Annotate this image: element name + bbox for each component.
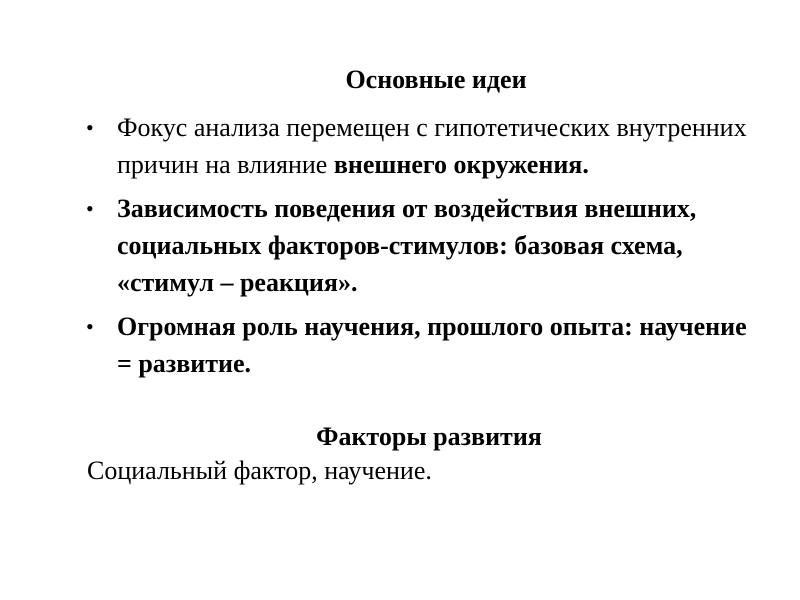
bullet-item-learning (0, 308, 747, 382)
bullet-text-bold: Зависимость поведения от воздействия внешних, социальных факторов-стимулов: базовая схема, «стимул – реакция». (117, 194, 697, 297)
section-subtitle: Факторы развития (316, 422, 542, 451)
bullet-item-focus (0, 109, 747, 183)
bullet-icon: • (86, 196, 94, 221)
body-text: Социальный фактор, научение. (87, 456, 432, 485)
bullet-text: Фокус анализа перемещен с гипотетических внутренних причин на влияние (117, 113, 747, 179)
bullet-icon: • (86, 314, 94, 339)
bullet-text-bold: внешнего окружения. (333, 150, 589, 179)
bullet-text-bold: Огромная роль научения, прошлого опыта: научение = развитие. (117, 312, 747, 378)
bullet-icon: • (86, 115, 94, 140)
slide-title: Основные идеи (345, 65, 527, 94)
bullet-list (0, 109, 800, 382)
bullet-item-dependence (0, 190, 747, 301)
